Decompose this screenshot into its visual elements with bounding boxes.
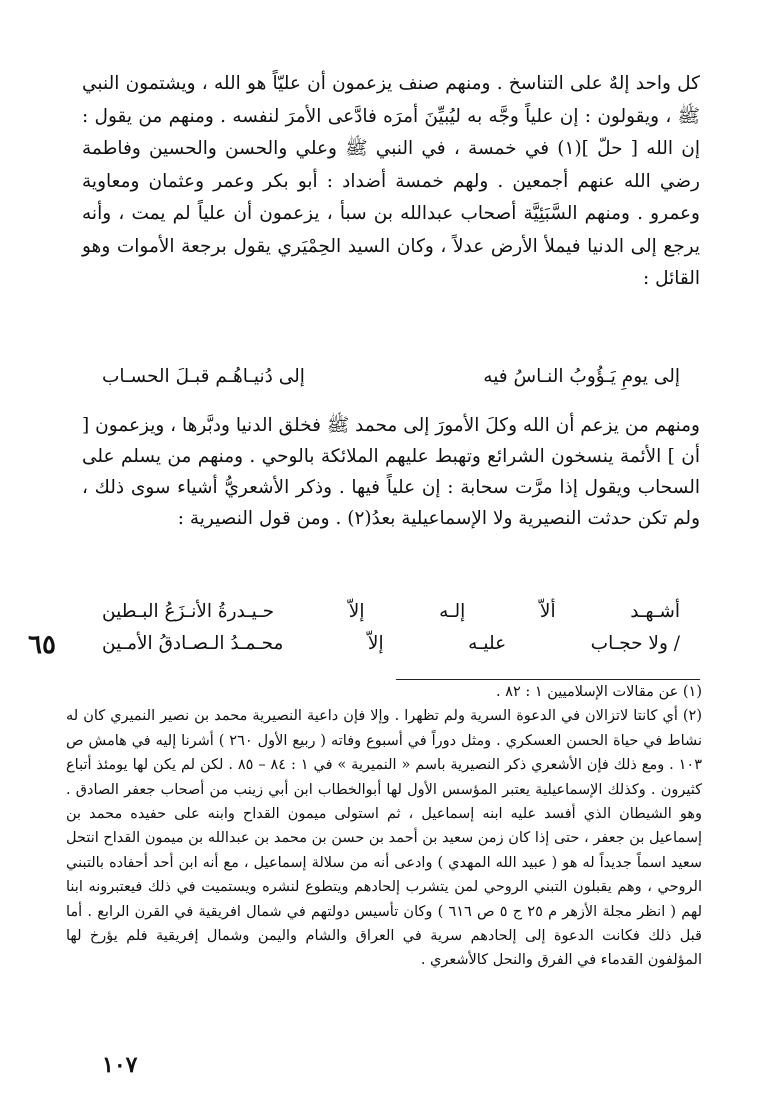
- marginal-page-reference: ٦٥: [28, 630, 56, 660]
- verse-word: / ولا حجـاب: [590, 633, 680, 654]
- nusayri-verse: [102, 596, 680, 660]
- main-text-block: [82, 68, 700, 296]
- verse-word: أشـهـد: [630, 601, 680, 622]
- verse-word: إلاّ: [348, 601, 365, 622]
- paragraph: كل واحد إلهٌ على التناسخ . ومنهم صنف يزعمون أن عليّاً هو الله ، ويشتمون النبي ﷺ ، ويقولون : إن علياً وجَّه به ليُبيِّنَ أمرَه فادَّعى الأمرَ لنفسه . ومنهم من يقول : إن الله [ حلّ ](١) في خمسة ، في النبي ﷺ وعلي والحسن والحسين وفاطمة رضي الله عنهم أجمعين . ولهم خمسة أضداد : أبو بكر وعمر وعثمان ومعاوية وعمرو . ومنهم السَّبَئِيَّة أصحاب عبدالله بن سبأ ، يزعمون أن علياً لم يمت ، وأنه يرجع إلى الدنيا فيملأ الأرض عدلاً ، وكان السيد الحِمْيَري يقول برجعة الأموات وهو القائل :: [82, 73, 700, 289]
- paragraph: ومنهم من يزعم أن الله وكلَ الأمورَ إلى محمد ﷺ فخلق الدنيا ودبَّرها ، ويزعمون [ أن ] الأئمة ينسخون الشرائع وتهبط عليهم الملائكة بالوحي . ومنهم من يسلم على السحاب ويقول إذا مرَّت سحابة : إن علياً فيها . وذكر الأشعريُّ أشياء سوى ذلك ، ولم تكن حدثت النصيرية ولا الإسماعيلية بعدُ(٢) . ومن قول النصيرية :: [82, 415, 700, 529]
- footnotes: [66, 680, 702, 973]
- page-number: ١٠٧: [102, 1052, 138, 1078]
- main-text-block-2: [82, 410, 700, 534]
- verse-line-2: [102, 628, 680, 660]
- verse-word: حـيـدرةُ الأنـزَعُ البـطين: [102, 601, 275, 622]
- verse-first-hemistich: إلى يومِ يَـؤُوبُ النـاسُ فيه: [483, 366, 680, 387]
- footnote-1: (١) عن مقالات الإسلاميين ١ : ٨٢ .: [495, 684, 702, 700]
- poem-verse: [102, 362, 680, 392]
- verse-word: عليـه: [468, 633, 507, 654]
- verse-word: إلاّ: [367, 633, 384, 654]
- verse-word: محـمـدُ الـصـادقُ الأمـين: [102, 633, 284, 654]
- verse-word: ألاّ: [539, 601, 556, 622]
- verse-second-hemistich: إلى دُنيـاهُـم قبـلَ الحسـاب: [102, 366, 305, 387]
- verse-line-1: [102, 596, 680, 628]
- footnote-2: (٢) أي كانتا لاتزالان في الدعوة السرية ولم تظهرا . وإلا فإن داعية النصيرية محمد بن نصير النميري كان له نشاط في حياة الحسن العسكري . ومثل دوراً في أسبوع وفاته ( ربيع الأول ٢٦٠ ) أشرنا إليه في هامش ص ١٠٣ . ومع ذلك فإن الأشعري ذكر النصيرية باسم « النميرية » في ١ : ٨٤ – ٨٥ . لكن لم يكن لها يومئذ أتباع كثيرون . وكذلك الإسماعيلية يعتبر المؤسس الأول لها أبوالخطاب ابن أبي زينب من أصحاب جعفر الصادق . وهو الشيطان الذي أفسد عليه ابنه إسماعيل ، ثم استولى ميمون القداح وابنه على حفيده محمد بن إسماعيل بن جعفر ، حتى إذا كان زمن سعيد بن أحمد بن حسن بن محمد بن عبدالله بن ميمون القداح انتحل سعيد اسماً جديداً له هو ( عبيد الله المهدي ) وادعى أنه من سلالة إسماعيل ، مع أنه ابن أحد أحفاده بالتبني الروحي ، وهم يقبلون التبني الروحي لمن يتشرب إلحادهم ويتطوع لنشره ويستميت في ذلك فيعتبرونه ابنا لهم ( انظر مجلة الأزهر م ٢٥ ج ٥ ص ٦١٦ ) وكان تأسيس دولتهم في شمال افريقية في القرن الرابع . أما قبل ذلك فكانت الدعوة إلى إلحادهم سرية في العراق والشام واليمن وشمال إفريقية فلم يؤرخ لها المؤلفون القدماء في الفرق والنحل كالأشعري .: [66, 708, 703, 969]
- verse-word: إلـه: [439, 601, 466, 622]
